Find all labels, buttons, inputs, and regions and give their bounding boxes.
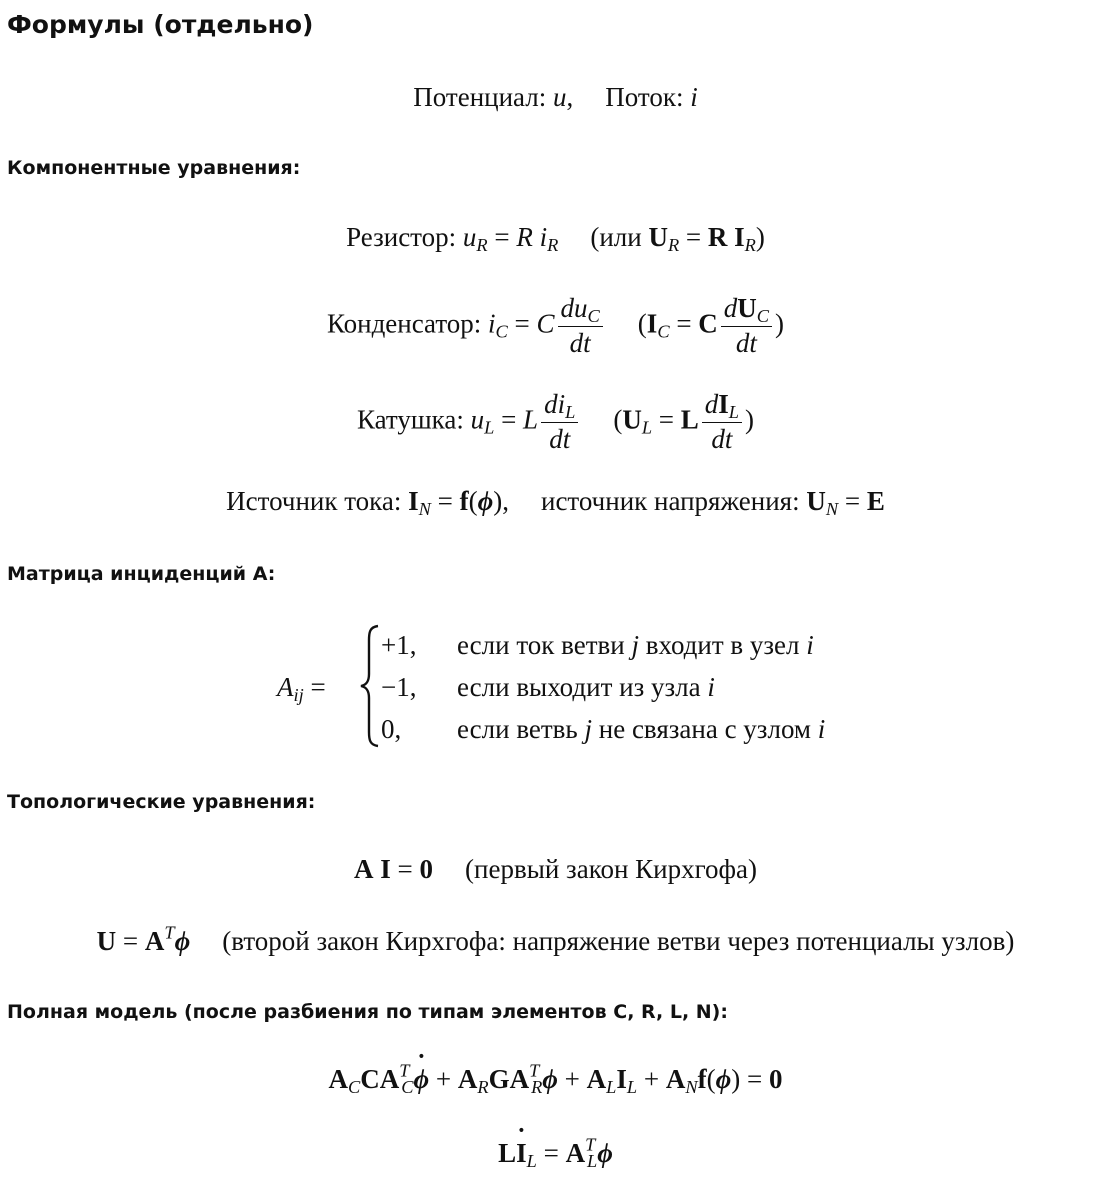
kvl-note: (второй закон Кирхгофа: напряжение ветви через потенциалы узлов) xyxy=(222,926,1015,956)
page-title: Формулы (отдельно) xyxy=(7,10,314,39)
incidence-lhs: $A_{ij}$ = xyxy=(277,672,326,706)
sources-equation: Источник тока: $I_N = f(\phi)$, источник напряжения: $U_N = E$ xyxy=(226,486,885,520)
capacitor-fraction: $\frac{du_C}{dt}$ xyxy=(558,292,603,361)
heading-topology: Топологические уравнения: xyxy=(7,791,316,813)
voltage-source-label: источник напряжения: xyxy=(541,486,807,516)
resistor-equation: Резистор: $u_R = R$ $i_R$ (или $U_R = R$ $I_R$) xyxy=(346,222,765,256)
kcl-equation: A I = 0 (первый закон Кирхгофа) xyxy=(354,854,757,884)
capacitor-equation: Конденсатор: $i_C = C$ $\frac{du_C}{dt}$ ($I_C = C$ $\frac{dU_C}{dt}$ ) xyxy=(0,292,1111,361)
potential-var: u xyxy=(553,82,567,112)
current-source-label: Источник тока: xyxy=(226,486,409,516)
heading-incidence: Матрица инциденций A: xyxy=(7,563,276,585)
intro-equation: Потенциал: u, Поток: i xyxy=(413,82,698,112)
full-model-equation-2: LI $˙_L = A^T_L\phi$ xyxy=(0,1140,1111,1167)
heading-components: Компонентные уравнения: xyxy=(7,157,301,179)
inductor-fraction: $\frac{di_L}{dt}$ xyxy=(541,388,578,457)
kcl-note: (первый закон Кирхгофа) xyxy=(465,854,757,884)
case-value: 0, xyxy=(381,714,402,744)
resistor-alt: (или xyxy=(590,222,649,252)
case-value: +1, xyxy=(381,630,417,660)
full-model-equation-1: $A_CCA^T_C\phi$ ˙ + $A_RGA^T_R\phi + A_LI_L + A_Nf(\phi) = 0$ xyxy=(0,1066,1111,1093)
resistor-label: Резистор: xyxy=(346,222,463,252)
kvl-equation: $U = A^T\phi$ (второй закон Кирхгофа: напряжение ветви через потенциалы узлов) xyxy=(96,922,1015,956)
flow-var: i xyxy=(690,82,698,112)
case-text: если выходит из узла i xyxy=(457,672,715,702)
flow-label: Поток: xyxy=(605,82,691,112)
left-brace-icon xyxy=(359,624,381,748)
case-text: если ветвь j не связана с узлом i xyxy=(457,714,826,744)
case-value: −1, xyxy=(381,672,417,702)
heading-full-model: Полная модель (после разбиения по типам элементов C, R, L, N): xyxy=(7,1001,728,1023)
inductor-label: Катушка: xyxy=(356,404,471,435)
capacitor-matrix-fraction: $\frac{dU_C}{dt}$ xyxy=(721,292,772,361)
inductor-equation: Катушка: $u_L = L$ $\frac{di_L}{dt}$ ($U_L = L$ $\frac{dI_L}{dt}$ ) xyxy=(0,388,1111,457)
case-text: если ток ветви j входит в узел i xyxy=(457,630,814,660)
inductor-matrix-fraction: $\frac{dI_L}{dt}$ xyxy=(702,388,742,457)
potential-label: Потенциал: xyxy=(413,82,553,112)
capacitor-label: Конденсатор: xyxy=(326,308,489,339)
